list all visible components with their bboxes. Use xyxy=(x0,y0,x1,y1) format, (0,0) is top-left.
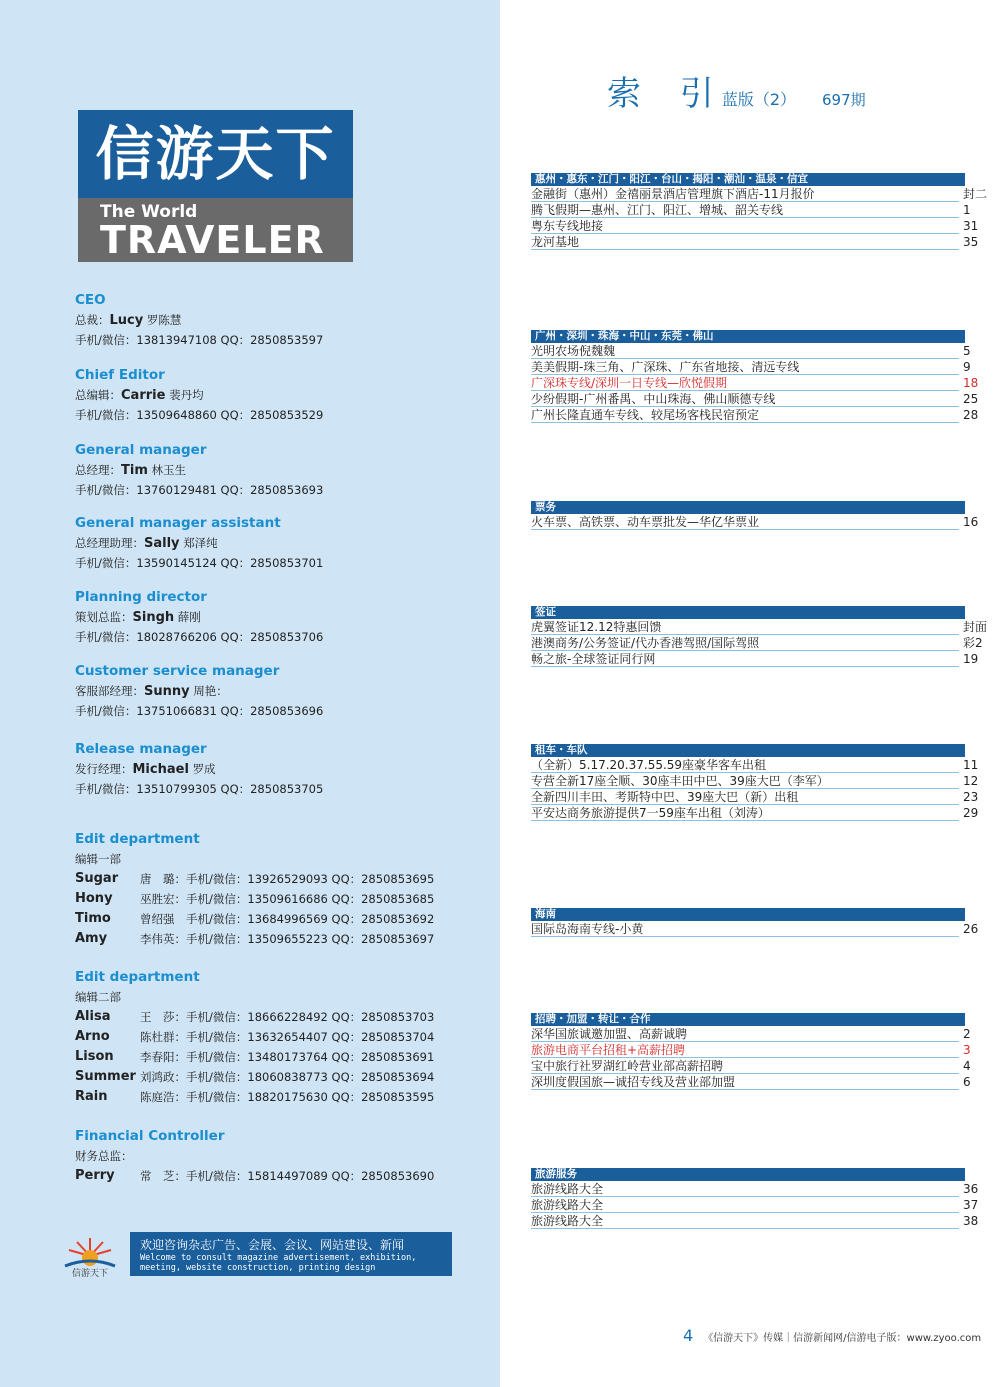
staff-financial-controller xyxy=(75,1126,495,1186)
staff-general-manager xyxy=(75,440,495,500)
index-entry: 深华国旅诚邀加盟、高薪诚聘 2 xyxy=(531,1027,971,1041)
page-footer xyxy=(683,1326,981,1345)
category-header: 租车・车队 xyxy=(531,744,965,757)
staff-edit-dept-1 xyxy=(75,829,495,949)
section-title: Financial Controller xyxy=(75,1128,225,1144)
index-entry: 国际岛海南专线-小黄 26 xyxy=(531,922,979,936)
logo-en-block xyxy=(78,198,353,262)
index-entry: 少纷假期-广州番禺、中山珠海、佛山顺德专线 25 xyxy=(531,392,979,406)
staff-row: Alisa 王 莎：手机/微信：18666228492 QQ：2850853703 xyxy=(75,1009,435,1024)
staff-contact-line: 手机/微信：13751066831 QQ：2850853696 xyxy=(75,704,324,718)
section-title: Release manager xyxy=(75,741,207,757)
staff-chief-editor xyxy=(75,365,495,425)
index-entry-highlight: 旅游电商平台招租+高薪招聘 3 xyxy=(531,1043,971,1057)
staff-customer-service xyxy=(75,661,495,721)
section-title: Edit department xyxy=(75,831,200,847)
issue-number: 697期 xyxy=(822,91,866,109)
staff-name-line: 客服部经理：Sunny 周艳： xyxy=(75,684,228,699)
index-entry: 宝中旅行社罗湖红岭营业部高薪招聘 4 xyxy=(531,1059,971,1073)
index-entry: 龙河基地 35 xyxy=(531,235,979,249)
staff-contact-line: 手机/微信：13760129481 QQ：2850853693 xyxy=(75,483,324,497)
staff-contact-line: 手机/微信：13509648860 QQ：2850853529 xyxy=(75,408,324,422)
section-title: CEO xyxy=(75,292,106,308)
section-title: Edit department xyxy=(75,969,200,985)
staff-row: Rain 陈庭浩：手机/微信：18820175630 QQ：2850853595 xyxy=(75,1089,435,1104)
staff-contact-line: 手机/微信：13510799305 QQ：2850853705 xyxy=(75,782,324,796)
index-category xyxy=(531,744,991,821)
staff-row: Hony 巫胜宏：手机/微信：13509616686 QQ：2850853685 xyxy=(75,891,435,906)
index-category xyxy=(531,330,991,423)
staff-name-line: 总经理：Tim 林玉生 xyxy=(75,463,187,478)
logo-en-small: The World xyxy=(100,202,198,222)
index-category xyxy=(531,606,991,667)
logo-en-big: TRAVELER xyxy=(100,218,325,262)
index-entry: 广州长隆直通车专线、较尾场客栈民宿预定 28 xyxy=(531,408,979,422)
staff-edit-dept-2 xyxy=(75,967,495,1107)
index-category xyxy=(531,173,991,250)
index-category xyxy=(531,1168,991,1229)
staff-row: Sugar 唐 璐：手机/微信：13926529093 QQ：2850853695 xyxy=(75,871,435,886)
index-entry: 光明农场倪魏魏 5 xyxy=(531,344,971,358)
index-entry-highlight: 广深珠专线/深圳一日专线—欣悦假期 18 xyxy=(531,376,979,390)
staff-row: Timo 曾绍强 手机/微信：13684996569 QQ：2850853692 xyxy=(75,911,435,926)
index-entry: 深圳度假国旅—诚招专线及营业部加盟 6 xyxy=(531,1075,971,1089)
index-title xyxy=(607,66,866,116)
index-entry: 金融街（惠州）金禧丽景酒店管理旗下酒店-11月报价 封二 xyxy=(531,187,988,201)
staff-name-line: 发行经理：Michael 罗成 xyxy=(75,762,216,777)
section-subtitle: 编辑一部 xyxy=(75,852,121,866)
staff-row: Perry 常 芝：手机/微信：15814497089 QQ：2850853690 xyxy=(75,1168,435,1183)
staff-row: Lison 李春阳：手机/微信：13480173764 QQ：2850853691 xyxy=(75,1049,435,1064)
staff-contact-line: 手机/微信：13813947108 QQ：2850853597 xyxy=(75,333,324,347)
staff-planning-director xyxy=(75,587,495,647)
section-title: Customer service manager xyxy=(75,663,280,679)
section-title: General manager assistant xyxy=(75,515,281,531)
staff-contact-line: 手机/微信：18028766206 QQ：2850853706 xyxy=(75,630,324,644)
index-heading: 索 引 xyxy=(607,74,728,114)
index-entry: 平安达商务旅游提供7一59座车出租（刘涛） 29 xyxy=(531,806,979,820)
index-entry: 旅游线路大全 37 xyxy=(531,1198,979,1212)
staff-name-line: 总编辑：Carrie 裴丹均 xyxy=(75,388,204,403)
footer-text: 《信游天下》传媒｜信游新闻网/信游电子版：www.zyoo.com xyxy=(703,1333,982,1344)
section-title: General manager xyxy=(75,442,207,458)
index-entry: 腾飞假期—惠州、江门、阳江、增城、韶关专线 1 xyxy=(531,203,971,217)
svg-text:信游天下: 信游天下 xyxy=(71,1269,109,1278)
index-entry: 畅之旅-全球签证同行网 19 xyxy=(531,652,979,666)
index-entry: 美美假期-珠三角、广深珠、广东省地接、清远专线 9 xyxy=(531,360,971,374)
staff-release-manager xyxy=(75,739,495,799)
category-header: 海南 xyxy=(531,908,965,921)
sun-logo-icon xyxy=(55,1234,125,1278)
magazine-logo xyxy=(78,110,353,262)
promo-banner xyxy=(55,1232,455,1278)
section-subtitle: 编辑二部 xyxy=(75,990,121,1004)
section-subtitle: 财务总监： xyxy=(75,1149,133,1163)
staff-name-line: 策划总监：Singh 薛刚 xyxy=(75,610,201,625)
staff-row: Amy 李伟英：手机/微信：13509655223 QQ：2850853697 xyxy=(75,931,435,946)
category-header: 票务 xyxy=(531,501,965,514)
category-header: 招聘・加盟・转让・合作 xyxy=(531,1013,965,1026)
index-category xyxy=(531,908,991,937)
staff-contact-line: 手机/微信：13590145124 QQ：2850853701 xyxy=(75,556,324,570)
index-entry: 港澳商务/公务签证/代办香港驾照/国际驾照 彩2 xyxy=(531,636,983,650)
staff-name-line: 总裁：Lucy 罗陈慧 xyxy=(75,313,182,328)
index-entry: 旅游线路大全 38 xyxy=(531,1214,979,1228)
section-title: Planning director xyxy=(75,589,207,605)
index-entry: 旅游线路大全 36 xyxy=(531,1182,979,1196)
index-category xyxy=(531,1013,991,1090)
promo-cn-text: 欢迎咨询杂志广告、会展、会议、网站建设、新闻 xyxy=(140,1238,405,1252)
index-entry: 粤东专线地接 31 xyxy=(531,219,979,233)
staff-gm-assistant xyxy=(75,513,495,573)
category-header: 签证 xyxy=(531,606,965,619)
index-entry: 专营全新17座全顺、30座丰田中巴、39座大巴（李军） 12 xyxy=(531,774,979,788)
promo-en-text: Welcome to consult magazine advertisement, exhibition, meeting, website construction, printing design xyxy=(140,1253,417,1273)
index-entry: 虎翼签证12.12特惠回馈 封面 xyxy=(531,620,988,634)
index-entry: 火车票、高铁票、动车票批发—华亿华票业 16 xyxy=(531,515,979,529)
page-number: 4 xyxy=(683,1326,694,1345)
staff-row: Summer 刘鸿政：手机/微信：18060838773 QQ：2850853694 xyxy=(75,1069,435,1084)
staff-ceo xyxy=(75,290,495,350)
promo-box xyxy=(130,1232,452,1276)
index-entry: 全新四川丰田、考斯特中巴、39座大巴（新）出租 23 xyxy=(531,790,979,804)
staff-name-line: 总经理助理：Sally 郑泽纯 xyxy=(75,536,218,551)
category-header: 广州・深圳・珠海・中山・东莞・佛山 xyxy=(531,330,965,343)
edition-label: 蓝版（2） xyxy=(721,90,796,109)
category-header: 旅游服务 xyxy=(531,1168,965,1181)
section-title: Chief Editor xyxy=(75,367,165,383)
category-header: 惠州・惠东・江门・阳江・台山・揭阳・潮汕・温泉・信宜 xyxy=(531,173,965,186)
logo-cn-text: 信游天下 xyxy=(78,110,353,198)
index-category xyxy=(531,501,991,530)
index-entry: （全新）5.17.20.37.55.59座豪华客车出租 11 xyxy=(531,758,979,772)
staff-row: Arno 陈杜群：手机/微信：13632654407 QQ：2850853704 xyxy=(75,1029,435,1044)
